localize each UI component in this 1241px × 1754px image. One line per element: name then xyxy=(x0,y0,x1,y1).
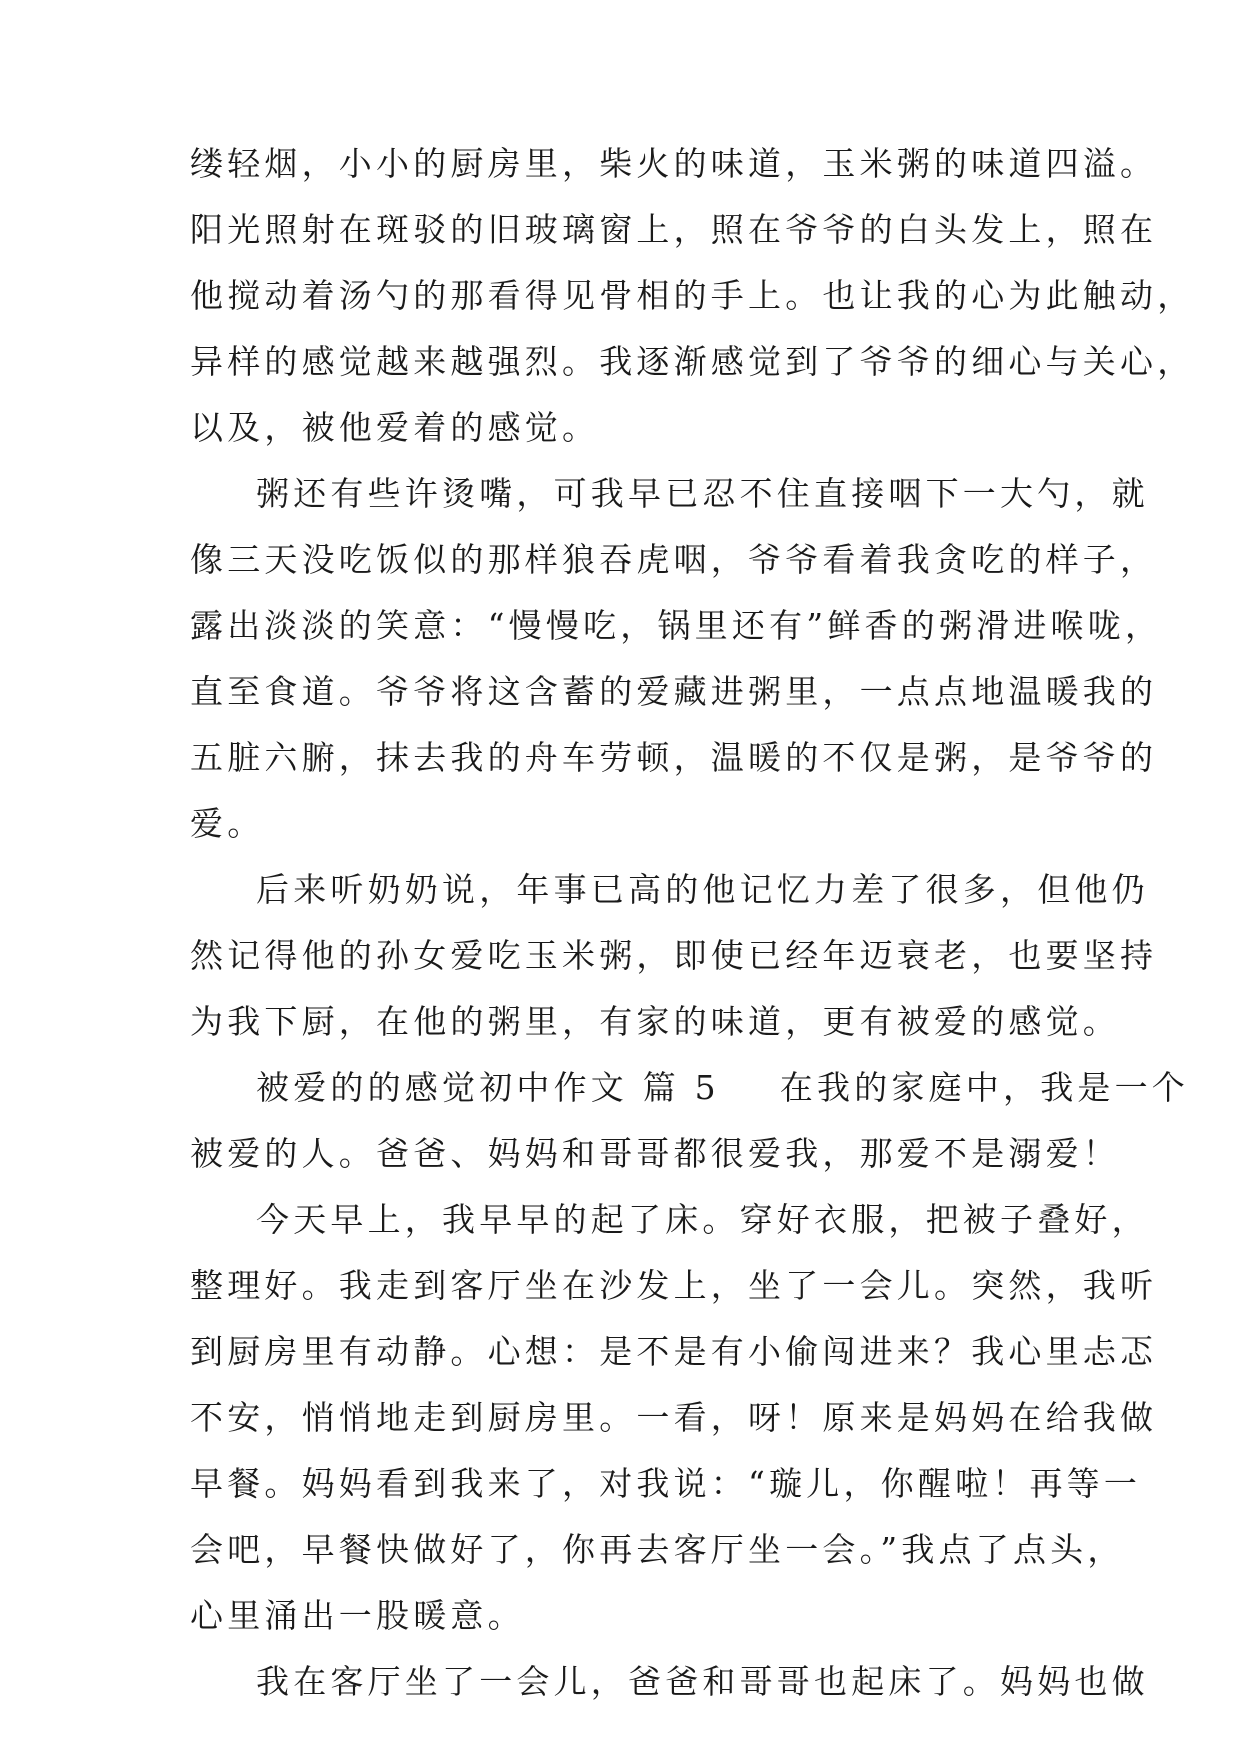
text-line: 不安，悄悄地走到厨房里。一看，呀！原来是妈妈在给我做 xyxy=(190,1398,1158,1437)
text-line: 异样的感觉越来越强烈。我逐渐感觉到了爷爷的细心与关心， xyxy=(190,342,1195,381)
text-line: 直至食道。爷爷将这含蓄的爱藏进粥里，一点点地温暖我的 xyxy=(190,672,1158,711)
text-line: 为我下厨，在他的粥里，有家的味道，更有被爱的感觉。 xyxy=(190,1002,1120,1041)
text-line: 以及，被他爱着的感觉。 xyxy=(190,408,600,447)
text-line: 心里涌出一股暖意。 xyxy=(190,1596,525,1635)
text-line: 他搅动着汤勺的那看得见骨相的手上。也让我的心为此触动， xyxy=(190,276,1195,315)
section-number: 篇 5 xyxy=(642,1068,720,1107)
section-heading: 被爱的的感觉初中作文 xyxy=(256,1068,628,1107)
text-line: 缕轻烟，小小的厨房里，柴火的味道，玉米粥的味道四溢。 xyxy=(190,144,1158,183)
paragraph-start: 今天早上，我早早的起了床。穿好衣服，把被子叠好， xyxy=(256,1200,1149,1239)
text-line: 到厨房里有动静。心想：是不是有小偷闯进来？我心里忐忑 xyxy=(190,1332,1158,1371)
text-line: 像三天没吃饭似的那样狼吞虎咽，爷爷看着我贪吃的样子， xyxy=(190,540,1158,579)
section-heading-line xyxy=(256,1062,1189,1128)
text-line: 整理好。我走到客厅坐在沙发上，坐了一会儿。突然，我听 xyxy=(190,1266,1158,1305)
text-line: 五脏六腑，抹去我的舟车劳顿，温暖的不仅是粥，是爷爷的 xyxy=(190,738,1158,777)
paragraph-start: 我在客厅坐了一会儿，爸爸和哥哥也起床了。妈妈也做 xyxy=(256,1662,1149,1701)
text-line: 然记得他的孙女爱吃玉米粥，即使已经年迈衰老，也要坚持 xyxy=(190,936,1158,975)
paragraph-start: 粥还有些许烫嘴，可我早已忍不住直接咽下一大勺，就 xyxy=(256,474,1149,513)
text-line: 早餐。妈妈看到我来了，对我说：“璇儿，你醒啦！再等一 xyxy=(190,1464,1142,1503)
text-line: 被爱的人。爸爸、妈妈和哥哥都很爱我，那爱不是溺爱！ xyxy=(190,1134,1120,1173)
text-line: 阳光照射在斑驳的旧玻璃窗上，照在爷爷的白头发上，照在 xyxy=(190,210,1158,249)
text-line: 会吧，早餐快做好了，你再去客厅坐一会。”我点了点头， xyxy=(190,1530,1125,1569)
section-first-text: 在我的家庭中，我是一个 xyxy=(779,1068,1189,1107)
paragraph-start: 后来听奶奶说，年事已高的他记忆力差了很多，但他仍 xyxy=(256,870,1149,909)
text-line: 露出淡淡的笑意：“慢慢吃，锅里还有”鲜香的粥滑进喉咙， xyxy=(190,606,1163,645)
text-line: 爱。 xyxy=(190,804,265,843)
